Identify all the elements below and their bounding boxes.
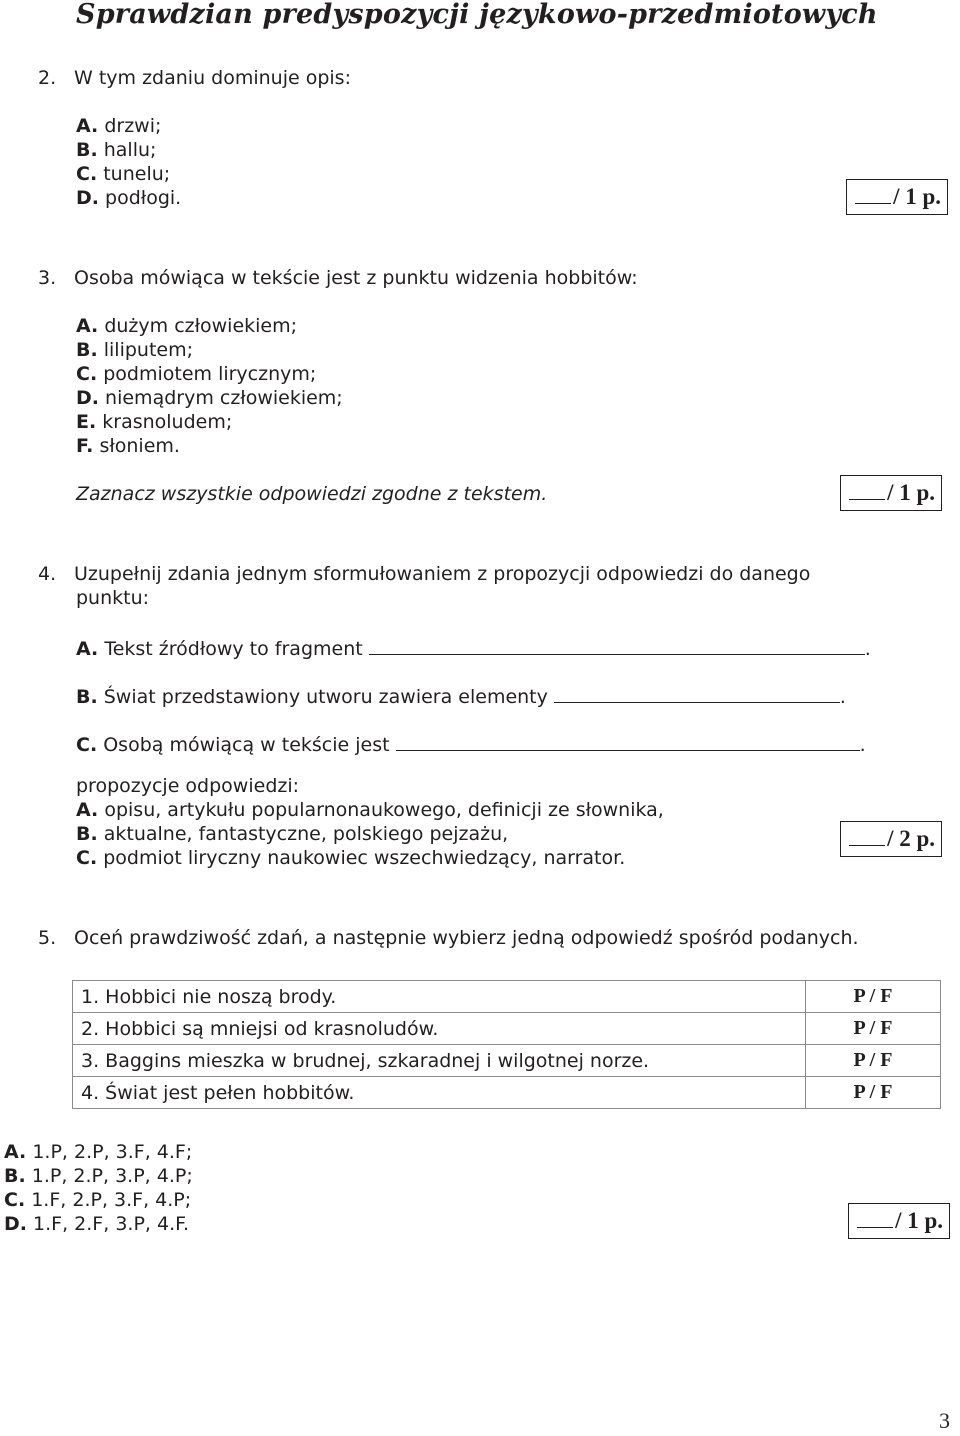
answer-blank[interactable] (396, 730, 860, 751)
score-box (840, 475, 942, 511)
option-a[interactable] (76, 314, 297, 338)
option-text: podłogi. (105, 187, 182, 209)
option-a[interactable] (76, 114, 161, 138)
answer-a[interactable] (4, 1140, 192, 1164)
fill-item-a (76, 634, 871, 661)
answer-b[interactable] (4, 1164, 193, 1188)
question-5 (38, 926, 859, 950)
question-text: W tym zdaniu dominuje opis: (74, 67, 351, 89)
option-c[interactable] (76, 162, 170, 186)
statement-cell: 3. Baggins mieszka w brudnej, szkaradnej i wilgotnej norze. (73, 1045, 806, 1077)
score-text: / 1 p. (893, 184, 941, 209)
proposal-text: aktualne, fantastyczne, polskiego pejzażu, (103, 823, 509, 845)
option-text: krasnoludem; (102, 411, 233, 433)
true-false-choice[interactable]: P / F (806, 1045, 941, 1077)
proposal-a (76, 798, 664, 822)
page-number: 3 (939, 1408, 950, 1433)
statement-cell: 1. Hobbici nie noszą brody. (73, 981, 806, 1013)
table-row (73, 1077, 941, 1109)
option-label: D. (76, 387, 99, 409)
item-text: Tekst źródłowy to fragment (104, 638, 363, 660)
score-box (846, 179, 948, 215)
option-label: A. (76, 315, 99, 337)
score-text: / 2 p. (887, 826, 935, 851)
answer-text: 1.F, 2.F, 3.P, 4.F. (33, 1213, 190, 1235)
proposal-b (76, 822, 508, 846)
item-label: B. (76, 686, 98, 708)
true-false-choice[interactable]: P / F (806, 1013, 941, 1045)
statement-cell: 2. Hobbici są mniejsi od krasnoludów. (73, 1013, 806, 1045)
table-row (73, 1013, 941, 1045)
score-blank[interactable] (849, 825, 885, 846)
question-3 (38, 266, 638, 290)
item-label: C. (76, 734, 98, 756)
answer-text: 1.F, 2.P, 3.F, 4.P; (31, 1189, 192, 1211)
option-label: B. (76, 139, 98, 161)
option-label: D. (76, 187, 99, 209)
option-text: niemądrym człowiekiem; (105, 387, 343, 409)
option-d[interactable] (76, 386, 343, 410)
option-text: drzwi; (104, 115, 162, 137)
proposal-label: C. (76, 847, 98, 869)
item-end: . (859, 734, 866, 756)
proposal-label: A. (76, 799, 99, 821)
option-label: B. (76, 339, 98, 361)
option-text: podmiotem lirycznym; (103, 363, 317, 385)
score-text: / 1 p. (895, 1208, 943, 1233)
option-text: liliputem; (103, 339, 194, 361)
option-label: E. (76, 411, 97, 433)
score-blank[interactable] (849, 479, 885, 500)
page-title: Sprawdzian predyspozycji językowo-przedmiotowych (76, 0, 878, 30)
answer-text: 1.P, 2.P, 3.P, 4.P; (31, 1165, 193, 1187)
answer-d[interactable] (4, 1212, 189, 1236)
option-b[interactable] (76, 138, 156, 162)
answer-label: A. (4, 1141, 27, 1163)
fill-item-b (76, 682, 846, 709)
item-label: A. (76, 638, 99, 660)
question-text: Uzupełnij zdania jednym sformułowaniem z propozycji odpowiedzi do danego (74, 563, 811, 585)
option-f[interactable] (76, 434, 180, 458)
statement-cell: 4. Świat jest pełen hobbitów. (73, 1077, 806, 1109)
item-text: Świat przedstawiony utworu zawiera elementy (103, 686, 548, 708)
proposal-c (76, 846, 625, 870)
answer-text: 1.P, 2.P, 3.F, 4.F; (32, 1141, 193, 1163)
instruction-text: Zaznacz wszystkie odpowiedzi zgodne z tekstem. (76, 483, 548, 505)
score-blank[interactable] (855, 183, 891, 204)
question-number: 3. (38, 267, 57, 289)
answer-c[interactable] (4, 1188, 191, 1212)
option-e[interactable] (76, 410, 232, 434)
answer-label: D. (4, 1213, 27, 1235)
option-d[interactable] (76, 186, 181, 210)
option-text: dużym człowiekiem; (104, 315, 298, 337)
fill-item-c (76, 730, 866, 757)
table-row (73, 1045, 941, 1077)
question-text: Osoba mówiąca w tekście jest z punktu widzenia hobbitów: (74, 267, 638, 289)
proposal-text: podmiot liryczny naukowiec wszechwiedzący, narrator. (103, 847, 626, 869)
proposal-text: opisu, artykułu popularnonaukowego, definicji ze słownika, (104, 799, 664, 821)
option-label: C. (76, 363, 98, 385)
true-false-table (72, 980, 941, 1109)
question-number: 5. (38, 927, 57, 949)
table-row (73, 981, 941, 1013)
item-text: Osobą mówiącą w tekście jest (103, 734, 390, 756)
true-false-choice[interactable]: P / F (806, 981, 941, 1013)
question-number: 4. (38, 563, 57, 585)
option-label: A. (76, 115, 99, 137)
item-end: . (864, 638, 871, 660)
option-label: C. (76, 163, 98, 185)
score-box (848, 1203, 950, 1239)
score-text: / 1 p. (887, 480, 935, 505)
option-label: F. (76, 435, 94, 457)
proposals-header: propozycje odpowiedzi: (76, 775, 300, 797)
item-end: . (839, 686, 846, 708)
option-text: hallu; (103, 139, 157, 161)
question-4 (38, 562, 810, 586)
proposal-label: B. (76, 823, 98, 845)
answer-label: B. (4, 1165, 26, 1187)
score-box (840, 821, 942, 857)
option-b[interactable] (76, 338, 193, 362)
question-text-continued: punktu: (76, 587, 150, 609)
score-blank[interactable] (857, 1207, 893, 1228)
question-number: 2. (38, 67, 57, 89)
answer-blank[interactable] (369, 634, 865, 655)
answer-blank[interactable] (554, 682, 840, 703)
option-text: tunelu; (103, 163, 171, 185)
question-2 (38, 66, 351, 90)
option-c[interactable] (76, 362, 316, 386)
option-text: słoniem. (99, 435, 180, 457)
true-false-choice[interactable]: P / F (806, 1077, 941, 1109)
question-text: Oceń prawdziwość zdań, a następnie wybierz jedną odpowiedź spośród podanych. (74, 927, 859, 949)
answer-label: C. (4, 1189, 26, 1211)
